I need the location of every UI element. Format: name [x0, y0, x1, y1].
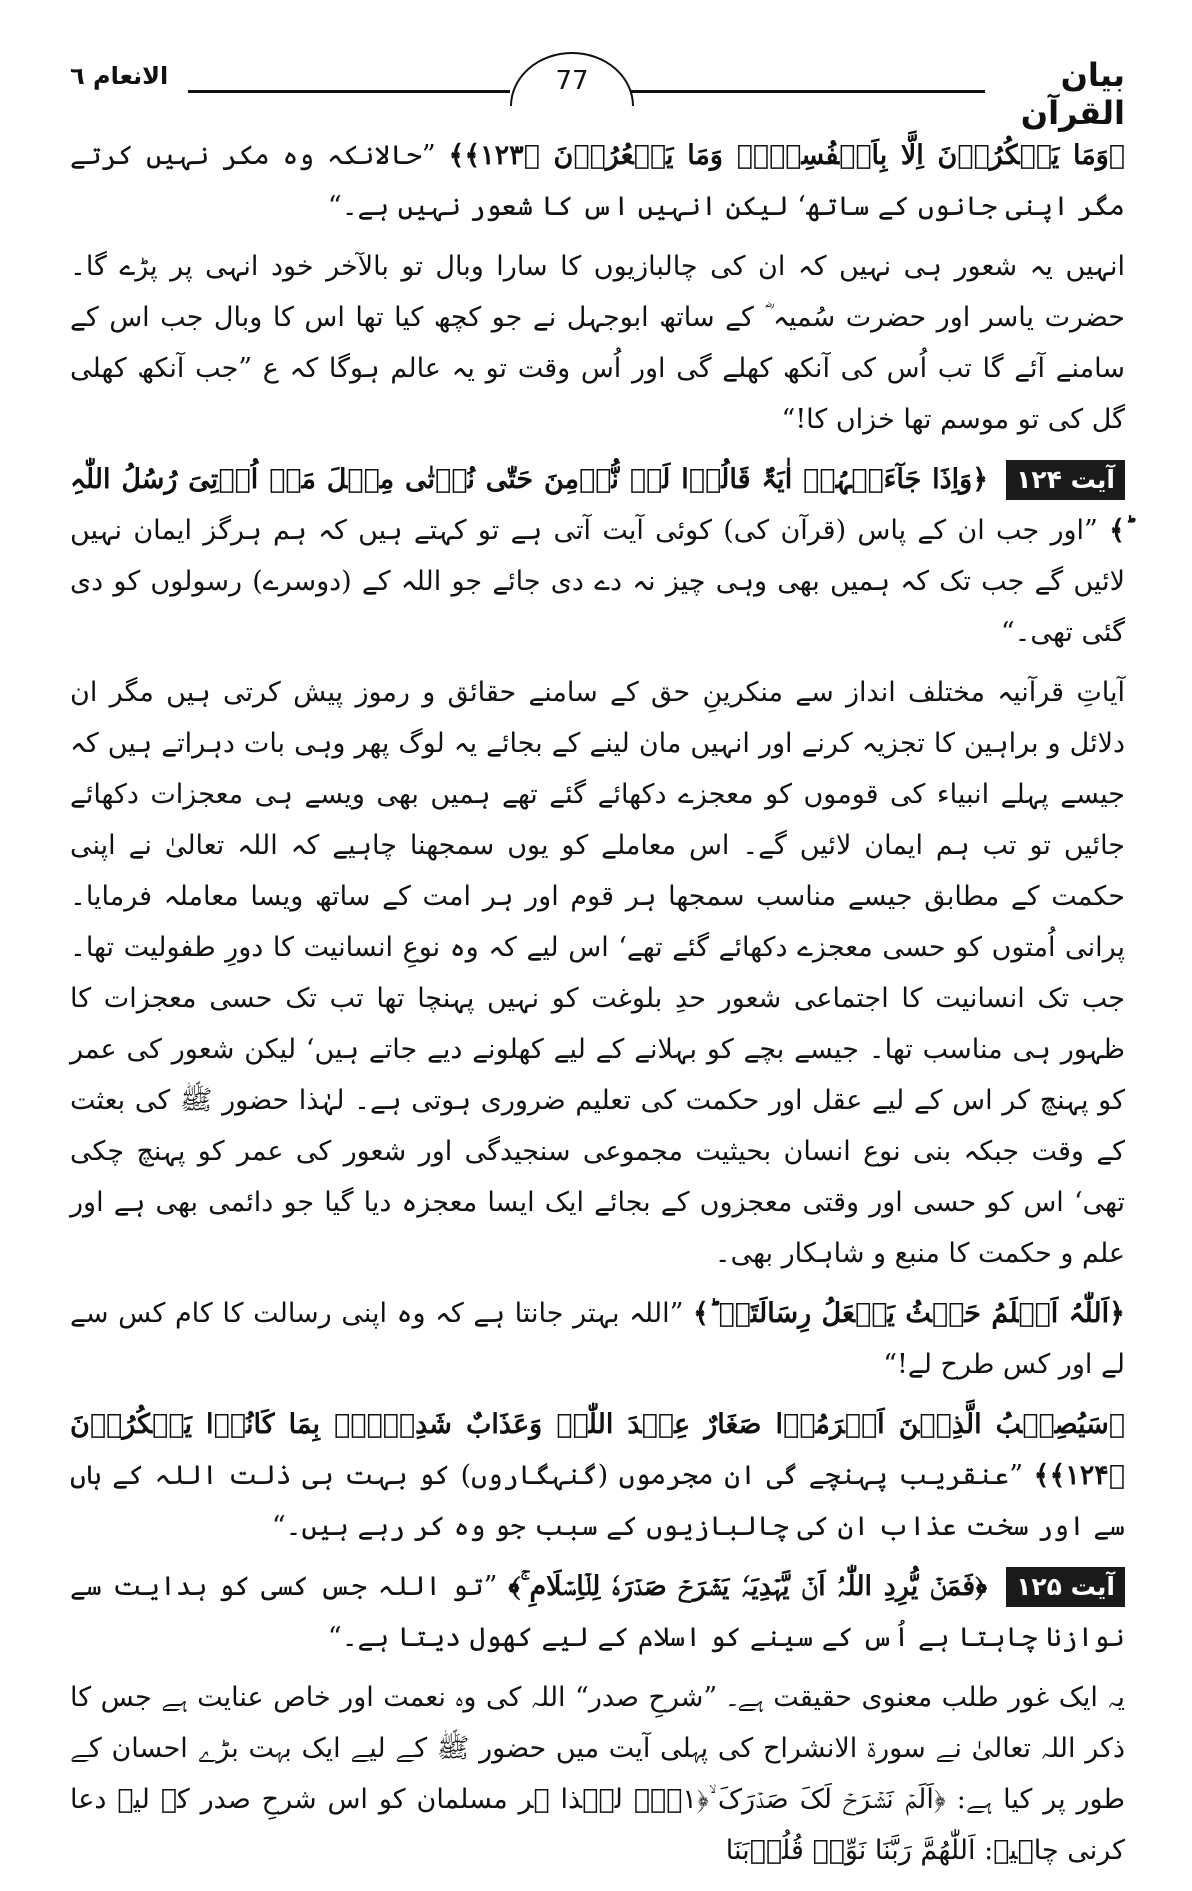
verse-translation: ”تو اللہ جس کسی کو ہدایت سے نوازنا چاہتا ہے اُس کے سینے کو اسلام کے لیے کھول دیتا ہے۔“	[70, 1571, 1125, 1653]
header-rule-left	[188, 90, 510, 93]
verse-block	[70, 1399, 1125, 1552]
verse-number-badge: آیت ۱۲۵	[1006, 1567, 1125, 1607]
commentary-paragraph: انہیں یہ شعور ہی نہیں کہ ان کی چالبازیوں کا سارا وبال تو بالآخر خود انہی پر پڑے گا۔ حضرت یاسر اور حضرت سُمیہ ؓ کے ساتھ ابوجہل نے جو کچھ کیا تھا اس کا وبال جب اس کے سامنے آئے گا تب اُس کی آنکھ کھلے گی اور اُس وقت تو یہ عالم ہوگا کہ ع ”جب آنکھ کھلی گل کی تو موسم تھا خزاں کا!“	[70, 251, 1125, 435]
verse-block	[70, 130, 1125, 232]
header-rule-right	[630, 90, 985, 93]
verse-translation: ”اللہ بہتر جانتا ہے کہ وہ اپنی رسالت کا کام کس سے لے اور کس طرح لے!“	[70, 1298, 1125, 1380]
verse-block	[70, 454, 1125, 658]
verse-translation: ”اور جب ان کے پاس (قرآن کی) کوئی آیت آتی ہے تو کہتے ہیں کہ ہم ہرگز ایمان نہیں لائیں گے جب تک کہ ہمیں بھی وہی چیز نہ دے دی جائے جو اللہ کے (دوسرے) رسولوں کو دی گئی تھی۔“	[70, 515, 1125, 648]
verse-arabic: ﴿وَاِذَا جَآءَتۡہُمۡ اٰیَۃٌ قَالُوۡا لَنۡ نُّؤۡمِنَ حَتّٰی نُؤۡتٰی مِثۡلَ مَاۤ اُوۡتِیَ رُسُلُ اللّٰہِ ؕ﴾	[70, 464, 1125, 546]
book-title: بیان القرآن	[1020, 56, 1125, 132]
verse-arabic: ﴿اَللّٰہُ اَعۡلَمُ حَیۡثُ یَجۡعَلُ رِسَالَتَہٗ ؕ﴾	[693, 1298, 1125, 1329]
commentary-paragraph: آیاتِ قرآنیہ مختلف انداز سے منکرینِ حق کے سامنے حقائق و رموز پیش کرتی ہیں مگر ان دلائل و براہین کا تجزیہ کرنے اور انہیں مان لینے کے بجائے یہ لوگ پھر وہی بات دہراتے ہیں کہ جیسے پہلے انبیاء کی قوموں کو معجزے دکھائے گئے تھے ہمیں بھی ویسے ہی معجزات دکھائے جائیں تو تب ہم ایمان لائیں گے۔ اس معاملے کو یوں سمجھنا چاہیے کہ اللہ تعالیٰ نے اپنی حکمت کے مطابق جیسے مناسب سمجھا ہر قوم اور ہر امت کے ساتھ ویسا معاملہ فرمایا۔ پرانی اُمتوں کو حسی معجزے دکھائے گئے تھے‘ اس لیے کہ وہ نوعِ انسانیت کا دورِ طفولیت تھا۔ جب تک انسانیت کا اجتماعی شعور حدِ بلوغت کو نہیں پہنچا تھا تب تک حسی معجزات کا ظہور ہی مناسب تھا۔ جیسے بچے کو بہلانے کے لیے کھلونے دیے جاتے ہیں‘ لیکن شعور کی عمر کو پہنچ کر اس کے لیے عقل اور حکمت کی تعلیم ضروری ہوتی ہے۔ لہٰذا حضور ﷺ کی بعثت کے وقت جبکہ بنی نوع انسان بحیثیت مجموعی سنجیدگی اور شعور کی عمر کو پہنچ چکی تھی‘ اس کو حسی اور وقتی معجزوں کے بجائے ایک ایسا معجزہ دیا گیا جو دائمی بھی ہے اور علم و حکمت کا منبع و شاہکار بھی۔	[70, 677, 1125, 1269]
verse-block	[70, 1561, 1125, 1663]
book-page	[70, 50, 1125, 1866]
surah-name: الانعام ٦	[70, 62, 169, 90]
verse-arabic: ﴿وَمَا یَمۡکُرُوۡنَ اِلَّا بِاَنۡفُسِہِمۡ وَمَا یَشۡعُرُوۡنَ ﴿۱۲۳﴾﴾	[448, 140, 1125, 171]
verse-translation: ”عنقریب پہنچے گی ان مجرموں (گنہگاروں) کو بہت ہی ذلت اللہ کے ہاں سے اور سخت عذاب ان کی چالبازیوں کے سبب جو وہ کر رہے ہیں۔“	[70, 1460, 1125, 1542]
page-number: 77	[510, 52, 634, 106]
page-header	[70, 50, 1125, 132]
verse-arabic: ﴿فَمَنۡ یُّرِدِ اللّٰہُ اَنۡ یَّہۡدِیَہٗ یَشۡرَحۡ صَدۡرَہٗ لِلۡاِسۡلَامِ ۚ﴾	[508, 1571, 988, 1602]
verse-arabic: ﴿سَیُصِیۡبُ الَّذِیۡنَ اَجۡرَمُوۡا صَغَارٌ عِنۡدَ اللّٰہِ وَعَذَابٌ شَدِیۡدٌۢ بِمَا کَانُوۡا یَمۡکُرُوۡنَ ﴿۱۲۴﴾﴾	[70, 1409, 1125, 1491]
verse-number-badge: آیت ۱۲۴	[1006, 460, 1125, 500]
verse-block	[70, 1288, 1125, 1390]
commentary-paragraph: یہ ایک غور طلب معنوی حقیقت ہے۔ ”شرحِ صدر“ اللہ کی وہ نعمت اور خاص عنایت ہے جس کا ذکر اللہ تعالیٰ نے سورۃ الانشراح کی پہلی آیت میں حضور ﷺ کے لیے ایک بہت بڑے احسان کے طور پر کیا ہے: ﴿اَلَمۡ نَشۡرَحۡ لَکَ صَدۡرَکَ ۙ﴿۱﴾﴾۔ لہٰذا ہر مسلمان کو اس شرحِ صدر کے لیے دعا کرنی چاہیے: اَللّٰھُمَّ رَبَّنَا نَوِّرۡ قُلُوۡبَنَا	[70, 1682, 1125, 1866]
page-body	[70, 130, 1125, 1885]
verse-translation: ”حالانکہ وہ مکر نہیں کرتے مگر اپنی جانوں کے ساتھ‘ لیکن انہیں اس کا شعور نہیں ہے۔“	[70, 140, 1125, 222]
